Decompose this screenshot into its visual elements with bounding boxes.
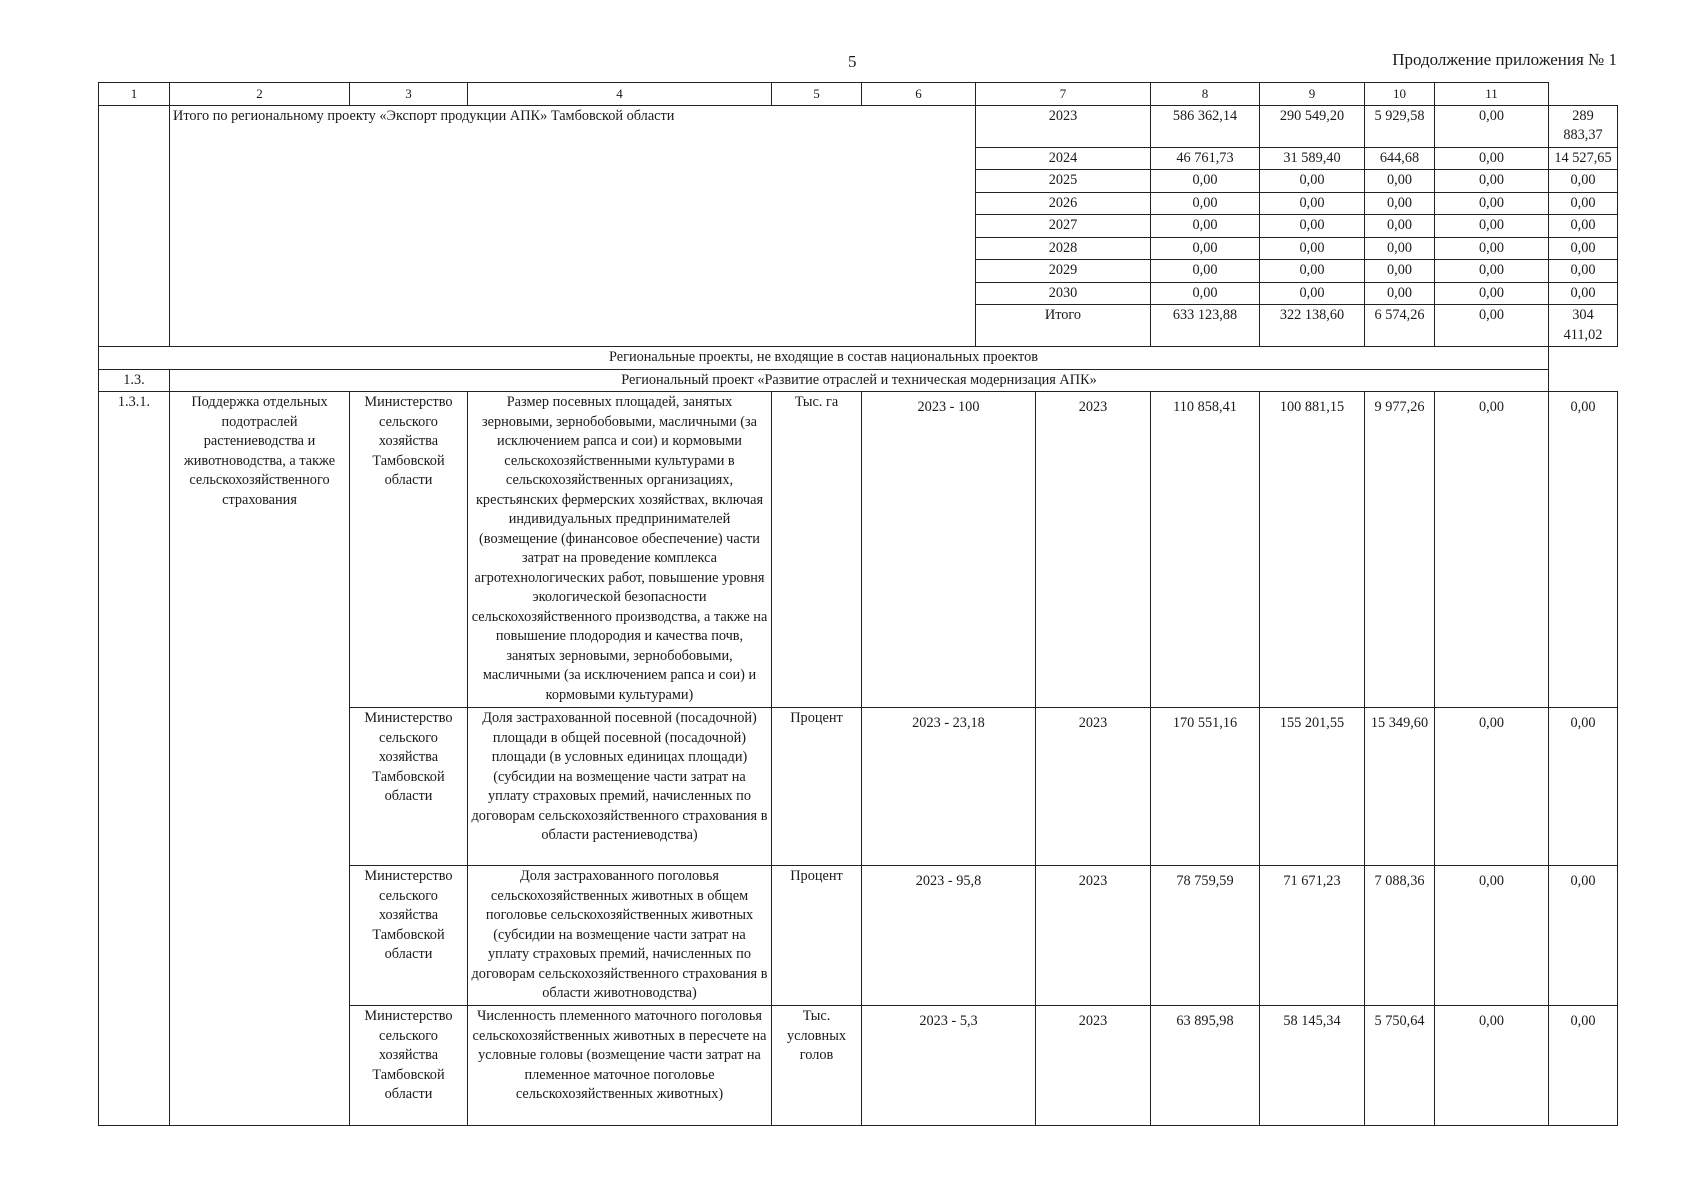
indicator-value-11: 0,00: [1549, 1006, 1618, 1126]
col-num-3: 3: [350, 83, 468, 106]
summary-value-10: 0,00: [1435, 237, 1549, 260]
summary-value-9: 5 929,58: [1365, 105, 1435, 147]
summary-value-11: 0,00: [1549, 237, 1618, 260]
indicator-unit: Тыс. га: [772, 392, 862, 708]
indicator-value-8: 155 201,55: [1260, 708, 1365, 866]
indicator-value-7: 170 551,16: [1151, 708, 1260, 866]
indicator-value-7: 78 759,59: [1151, 866, 1260, 1006]
summary-value-9: 644,68: [1365, 147, 1435, 170]
summary-value-7: 0,00: [1151, 260, 1260, 283]
indicator-year: 2023: [1036, 1006, 1151, 1126]
summary-year: 2023: [976, 105, 1151, 147]
indicator-value-9: 7 088,36: [1365, 866, 1435, 1006]
summary-value-7: 0,00: [1151, 215, 1260, 238]
col-num-6: 6: [862, 83, 976, 106]
summary-value-9: 0,00: [1365, 237, 1435, 260]
summary-value-8: 31 589,40: [1260, 147, 1365, 170]
col-num-2: 2: [170, 83, 350, 106]
summary-value-11: 0,00: [1549, 170, 1618, 193]
indicator-value-10: 0,00: [1435, 866, 1549, 1006]
summary-value-9: 0,00: [1365, 260, 1435, 283]
summary-value-10: 0,00: [1435, 282, 1549, 305]
indicator-executor: Министерство сельского хозяйства Тамбовской области: [350, 392, 468, 708]
summary-value-11: 0,00: [1549, 282, 1618, 305]
summary-value-7: 46 761,73: [1151, 147, 1260, 170]
summary-year: 2028: [976, 237, 1151, 260]
indicator-description: Размер посевных площадей, занятых зерновыми, зернобобовыми, масличными (за исключением рапса и сои) и кормовыми сельскохозяйственными культурами в сельскохозяйственных организациях, крестьянских фермерских хозяйствах, включая индивидуальных предпринимателей (возмещение (финансовое обеспечение) части затрат на проведение комплекса агротехнологических работ, повышение уровня экологической безопасности сельскохозяйственного производства, а также на повышение плодородия и качества почв, занятых зерновыми, зернобобовыми, масличными (за исключением рапса и сои) и кормовыми культурами): [468, 392, 772, 708]
summary-value-9: 0,00: [1365, 215, 1435, 238]
section-heading-row: [99, 347, 1618, 370]
summary-value-11: 0,00: [1549, 215, 1618, 238]
indicator-target: 2023 - 100: [862, 392, 1036, 708]
indicator-value-10: 0,00: [1435, 392, 1549, 708]
summary-title: Итого по региональному проекту «Экспорт продукции АПК» Тамбовской области: [170, 105, 976, 347]
indicator-unit: Процент: [772, 866, 862, 1006]
indicator-target: 2023 - 95,8: [862, 866, 1036, 1006]
indicator-value-11: 0,00: [1549, 708, 1618, 866]
indicator-value-9: 9 977,26: [1365, 392, 1435, 708]
indicator-value-7: 110 858,41: [1151, 392, 1260, 708]
indicator-value-9: 15 349,60: [1365, 708, 1435, 866]
summary-value-10: 0,00: [1435, 192, 1549, 215]
indicator-target: 2023 - 23,18: [862, 708, 1036, 866]
summary-value-10: 0,00: [1435, 105, 1549, 147]
summary-row: [99, 105, 1618, 147]
indicator-value-7: 63 895,98: [1151, 1006, 1260, 1126]
table-body: [99, 83, 1618, 1126]
col-num-4: 4: [468, 83, 772, 106]
column-number-row: [99, 83, 1618, 106]
summary-value-8: 0,00: [1260, 260, 1365, 283]
indicator-executor: Министерство сельского хозяйства Тамбовской области: [350, 866, 468, 1006]
summary-value-8: 0,00: [1260, 237, 1365, 260]
appendix-table: [98, 82, 1618, 1126]
indicator-value-8: 58 145,34: [1260, 1006, 1365, 1126]
col-num-9: 9: [1260, 83, 1365, 106]
project-heading-row: [99, 369, 1618, 392]
summary-value-8: 290 549,20: [1260, 105, 1365, 147]
summary-value-7: 0,00: [1151, 192, 1260, 215]
indicator-value-8: 71 671,23: [1260, 866, 1365, 1006]
page-number: 5: [848, 52, 857, 71]
indicator-description: Численность племенного маточного поголовья сельскохозяйственных животных в пересчете на условные головы (возмещение части затрат на племенное маточное поголовье сельскохозяйственных животных): [468, 1006, 772, 1126]
indicator-year: 2023: [1036, 708, 1151, 866]
summary-value-7: 0,00: [1151, 237, 1260, 260]
summary-value-8: 0,00: [1260, 192, 1365, 215]
summary-year: 2027: [976, 215, 1151, 238]
indicator-executor: Министерство сельского хозяйства Тамбовской области: [350, 1006, 468, 1126]
col-num-1: 1: [99, 83, 170, 106]
summary-value-11: 14 527,65: [1549, 147, 1618, 170]
summary-value-8: 0,00: [1260, 282, 1365, 305]
indicator-unit: Процент: [772, 708, 862, 866]
summary-value-11: 289 883,37: [1549, 105, 1618, 147]
project-number: 1.3.: [99, 369, 170, 392]
indicator-value-9: 5 750,64: [1365, 1006, 1435, 1126]
indicator-value-10: 0,00: [1435, 708, 1549, 866]
section-heading: Региональные проекты, не входящие в состав национальных проектов: [99, 347, 1549, 370]
summary-value-10: 0,00: [1435, 170, 1549, 193]
summary-value-10: 0,00: [1435, 215, 1549, 238]
summary-value-7: 586 362,14: [1151, 105, 1260, 147]
col-num-7: 7: [976, 83, 1151, 106]
summary-year: 2026: [976, 192, 1151, 215]
summary-value-10: 0,00: [1435, 147, 1549, 170]
indicator-description: Доля застрахованного поголовья сельскохозяйственных животных в общем поголовье сельскохозяйственных животных (субсидии на возмещение части затрат на уплату страховых премий, начисленных по договорам сельскохозяйственного страхования в области животноводства): [468, 866, 772, 1006]
summary-value-9: 6 574,26: [1365, 305, 1435, 347]
indicator-executor: Министерство сельского хозяйства Тамбовской области: [350, 708, 468, 866]
indicator-year: 2023: [1036, 866, 1151, 1006]
col-num-8: 8: [1151, 83, 1260, 106]
indicator-value-11: 0,00: [1549, 392, 1618, 708]
summary-value-8: 322 138,60: [1260, 305, 1365, 347]
summary-value-7: 0,00: [1151, 170, 1260, 193]
summary-value-11: 0,00: [1549, 260, 1618, 283]
summary-value-11: 0,00: [1549, 192, 1618, 215]
summary-num-cell: [99, 105, 170, 347]
summary-value-11: 304 411,02: [1549, 305, 1618, 347]
summary-year: 2024: [976, 147, 1151, 170]
summary-year: Итого: [976, 305, 1151, 347]
summary-value-8: 0,00: [1260, 215, 1365, 238]
indicator-row: [99, 392, 1618, 708]
summary-value-10: 0,00: [1435, 260, 1549, 283]
summary-value-7: 0,00: [1151, 282, 1260, 305]
summary-value-9: 0,00: [1365, 170, 1435, 193]
col-num-11: 11: [1435, 83, 1549, 106]
summary-value-8: 0,00: [1260, 170, 1365, 193]
summary-value-9: 0,00: [1365, 282, 1435, 305]
summary-value-10: 0,00: [1435, 305, 1549, 347]
summary-year: 2029: [976, 260, 1151, 283]
summary-value-7: 633 123,88: [1151, 305, 1260, 347]
indicator-target: 2023 - 5,3: [862, 1006, 1036, 1126]
project-title: Региональный проект «Развитие отраслей и техническая модернизация АПК»: [170, 369, 1549, 392]
indicator-unit: Тыс. условных голов: [772, 1006, 862, 1126]
summary-year: 2025: [976, 170, 1151, 193]
summary-year: 2030: [976, 282, 1151, 305]
indicator-value-11: 0,00: [1549, 866, 1618, 1006]
summary-value-9: 0,00: [1365, 192, 1435, 215]
measure-name: Поддержка отдельных подотраслей растениеводства и животноводства, а также сельскохозяйственного страхования: [170, 392, 350, 1126]
indicator-year: 2023: [1036, 392, 1151, 708]
indicator-value-10: 0,00: [1435, 1006, 1549, 1126]
col-num-10: 10: [1365, 83, 1435, 106]
appendix-continuation-note: Продолжение приложения № 1: [1392, 50, 1617, 69]
indicator-value-8: 100 881,15: [1260, 392, 1365, 708]
indicator-description: Доля застрахованной посевной (посадочной) площади в общей посевной (посадочной) площади (в условных единицах площади) (субсидии на возмещение части затрат на уплату страховых премий, начисленных по договорам сельскохозяйственного страхования в области растениеводства): [468, 708, 772, 866]
measure-number: 1.3.1.: [99, 392, 170, 1126]
col-num-5: 5: [772, 83, 862, 106]
